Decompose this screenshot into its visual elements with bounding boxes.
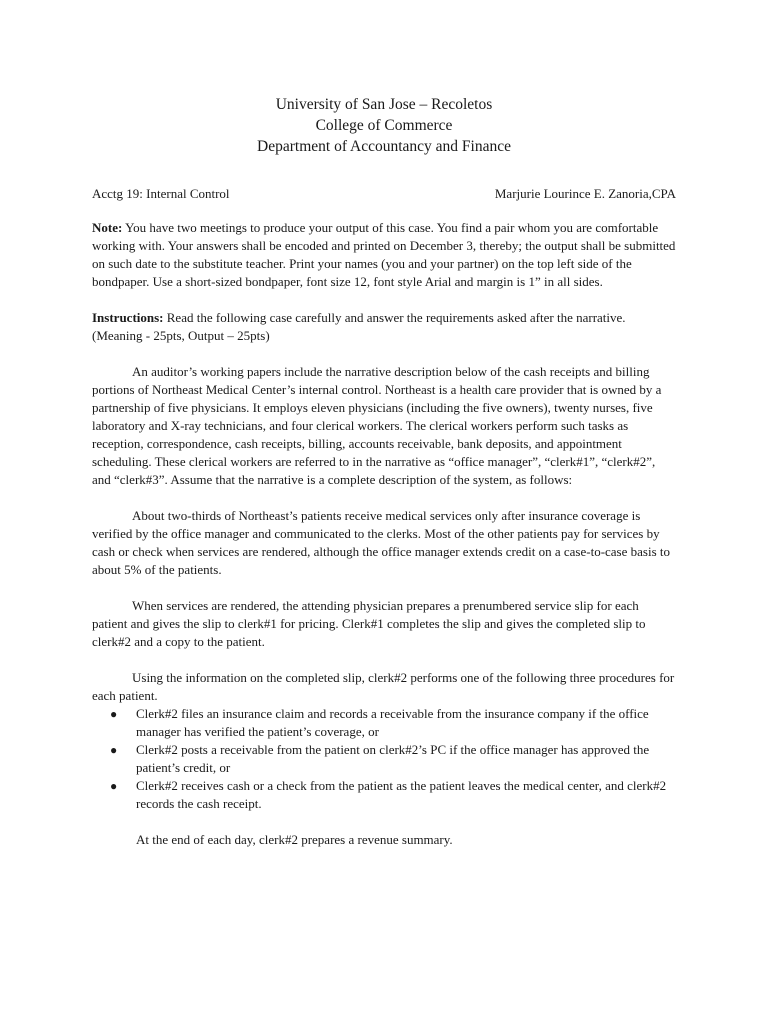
instructions-label: Instructions: xyxy=(92,310,164,325)
instructor-name: Marjurie Lourince E. Zanoria,CPA xyxy=(494,186,676,201)
narrative-paragraph-intro: An auditor’s working papers include the narrative description below of the cash receipts and billing portions of Northeast Medical Center’s internal control. Northeast is a health care provider that is owned by a partnership of five physicians. It employs eleven physicians (including the five owners), twenty nurses, five laboratory and X-ray technicians, and four clerical workers. The clerical workers perform such tasks as reception, correspondence, cash receipts, billing, accounts receivable, bank deposits, and appointment scheduling. These clerical workers are referred to in the narrative as “office manager”, “clerk#1”, “clerk#2”, and “clerk#3”. Assume that the narrative is a complete description of the system, as follows: xyxy=(92,364,662,487)
narrative-paragraph-procedures: Using the information on the completed slip, clerk#2 performs one of the following three procedures for each patient. xyxy=(92,670,675,703)
instructions-text: Read the following case carefully and answer the requirements asked after the narrative. (Meaning - 25pts, Output – 25pts) xyxy=(92,310,626,343)
instructions-paragraph xyxy=(92,309,676,345)
procedure-text: Clerk#2 posts a receivable from the patient on clerk#2’s PC if the office manager has approved the patient’s credit, or xyxy=(136,742,650,775)
procedures-list xyxy=(92,705,676,813)
narrative-paragraph-coverage: About two-thirds of Northeast’s patients receive medical services only after insurance coverage is verified by the office manager and communicated to the clerks. Most of the other patients pay for services by cash or check when services are rendered, although the office manager extends credit on a case-to-case basis to about 5% of the patients. xyxy=(92,508,670,577)
list-item xyxy=(110,705,676,741)
document-header xyxy=(92,94,676,157)
list-item xyxy=(110,777,676,813)
note-label: Note: xyxy=(92,220,123,235)
narrative-paragraph-service-slip: When services are rendered, the attending physician prepares a prenumbered service slip for each patient and gives the slip to clerk#1 for pricing. Clerk#1 completes the slip and gives the completed slip to clerk#2 and a copy to the patient. xyxy=(92,598,646,649)
university-name: University of San Jose – Recoletos xyxy=(275,96,493,113)
department-name: Department of Accountancy and Finance xyxy=(257,138,511,155)
list-item xyxy=(110,741,676,777)
closing-paragraph: At the end of each day, clerk#2 prepares a revenue summary. xyxy=(136,832,453,847)
college-name: College of Commerce xyxy=(315,117,453,134)
procedure-text: Clerk#2 receives cash or a check from the patient as the patient leaves the medical center, and clerk#2 records the cash receipt. xyxy=(136,778,667,811)
bullet-icon: ● xyxy=(110,743,118,757)
note-text: You have two meetings to produce your output of this case. You find a pair whom you are comfortable working with. Your answers shall be encoded and printed on December 3, thereby; the output shall be submitted on such date to the substitute teacher. Print your names (you and your partner) on the top left side of the bondpaper. Use a short-sized bondpaper, font size 12, font style Arial and margin is 1” in all sides. xyxy=(92,220,676,289)
bullet-icon: ● xyxy=(110,707,118,721)
procedure-text: Clerk#2 files an insurance claim and records a receivable from the insurance company if the office manager has verified the patient’s coverage, or xyxy=(136,706,649,739)
course-title: Acctg 19: Internal Control xyxy=(92,186,230,201)
bullet-icon: ● xyxy=(110,779,118,793)
note-paragraph xyxy=(92,219,676,291)
course-meta-row xyxy=(92,185,676,203)
